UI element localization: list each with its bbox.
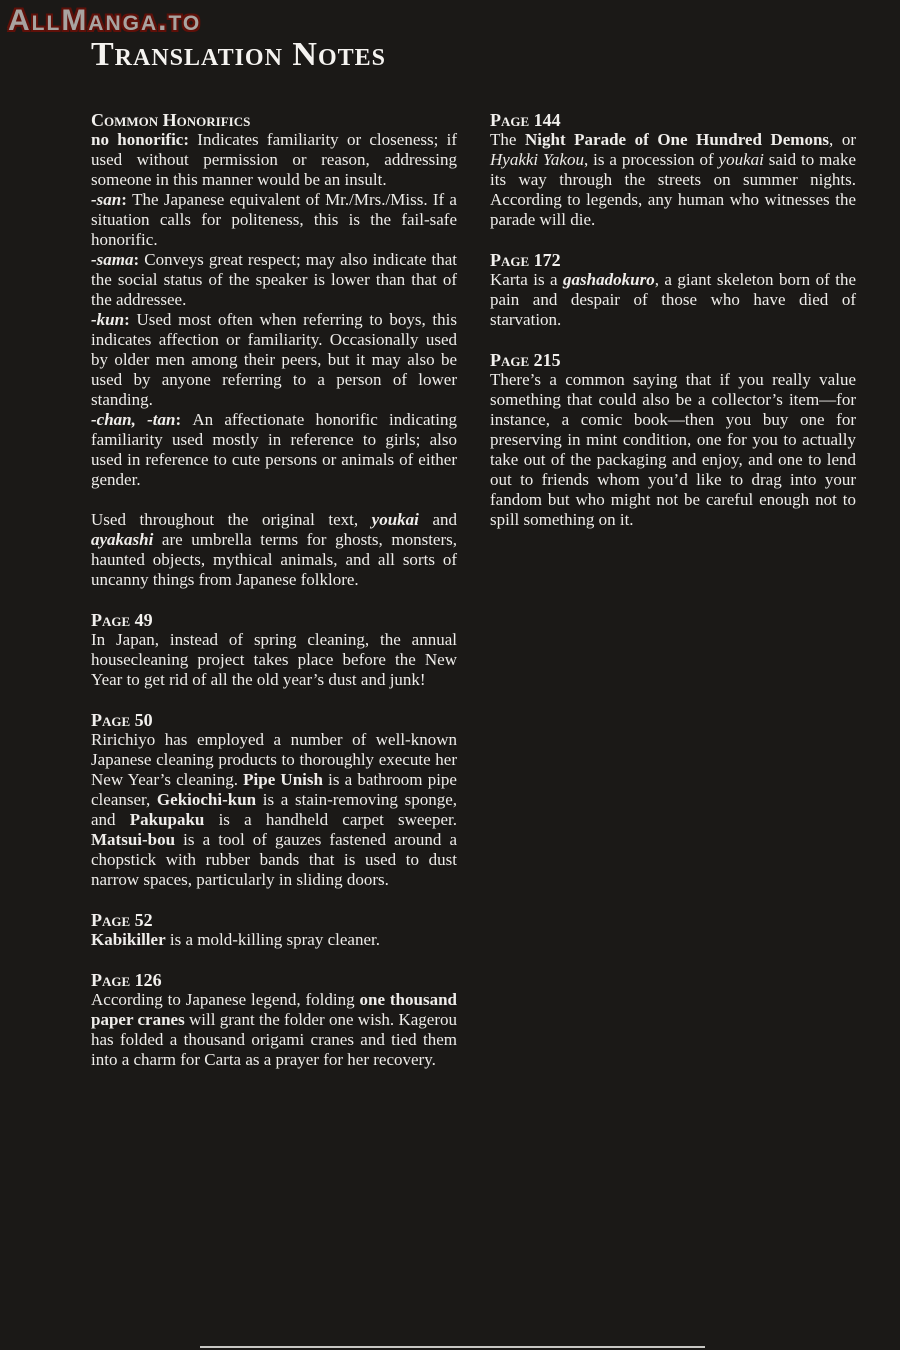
text-segment: -chan, -tan <box>91 410 176 429</box>
text-segment: one thousand paper cranes <box>91 990 457 1029</box>
note-paragraph <box>91 250 457 310</box>
note-paragraph <box>91 730 457 890</box>
section-heading: Page 172 <box>490 250 561 270</box>
section-heading: Page 144 <box>490 110 561 130</box>
site-logo-watermark: AllManga.to <box>8 4 202 37</box>
notes-section <box>91 970 457 1070</box>
text-segment: said to make its way through the streets on summer nights. According to legends, any human who witnesses the parade will die. <box>490 150 856 229</box>
text-segment: gashadokuro <box>563 270 655 289</box>
text-segment: Kabikiller <box>91 930 166 949</box>
page-title: Translation Notes <box>91 36 387 73</box>
text-segment: is a stain-removing sponge, and <box>91 790 457 829</box>
text-segment: is a mold-killing spray cleaner. <box>165 930 380 949</box>
text-segment: will grant the folder one wish. Kagerou has folded a thousand origami cranes and tied them into a charm for Carta as a prayer for her recovery. <box>91 1010 457 1069</box>
text-segment: Pipe Unish <box>243 770 323 789</box>
note-paragraph <box>91 930 457 950</box>
text-segment: The <box>490 130 525 149</box>
text-segment: , a giant skeleton born of the pain and despair of those who have died of starvation. <box>490 270 857 329</box>
section-heading: Page 52 <box>91 910 153 930</box>
text-segment: is a handheld carpet sweeper. <box>204 810 457 829</box>
text-segment: and <box>418 510 457 529</box>
text-segment: Gekiochi-kun <box>156 790 257 809</box>
notes-section <box>490 350 856 530</box>
text-segment: : <box>124 310 137 329</box>
text-segment: youkai <box>371 510 419 529</box>
text-segment: : <box>121 190 133 209</box>
text-segment: Used most often when referring to boys, this indicates affection or familiarity. Occasionally used by older men among their peers, but it may also be used by anyone referring to a person of lower standing. <box>91 310 457 409</box>
note-paragraph <box>91 190 457 250</box>
note-paragraph <box>91 130 457 190</box>
text-segment: , is a procession of <box>583 150 719 169</box>
notes-columns <box>91 110 857 1070</box>
right-column <box>490 110 856 1070</box>
note-paragraph <box>91 630 457 690</box>
left-column <box>91 110 457 1070</box>
notes-section <box>91 610 457 690</box>
notes-section <box>91 110 457 590</box>
text-segment: There’s a common saying that if you really value something that could also be a collector’s item—for instance, a comic book—then you buy one for preserving in mint condition, one for you to actually take out of the packaging and enjoy, and one to lend out to friends whom you’d like to drag into your fandom but who might not be careful enough not to spill something on it. <box>490 370 856 529</box>
text-segment: The Japanese equivalent of Mr./Mrs./Miss. If a situation calls for politeness, this is the fail-safe honorific. <box>91 190 457 249</box>
text-segment: Used throughout the original text, <box>91 510 372 529</box>
text-segment: Hyakki Yakou <box>490 150 584 169</box>
notes-section <box>490 250 856 330</box>
text-segment: Karta is a <box>490 270 564 289</box>
section-heading: Page 215 <box>490 350 561 370</box>
note-paragraph <box>91 510 457 590</box>
text-segment: , or <box>829 130 856 149</box>
text-segment: Pakupaku <box>129 810 205 829</box>
text-segment: Ririchiyo has employed a number of well-known Japanese cleaning products to thoroughly execute her New Year’s cleaning. <box>91 730 457 789</box>
text-segment: In Japan, instead of spring cleaning, the annual housecleaning project takes place before the New Year to get rid of all the old year’s dust and junk! <box>91 630 457 689</box>
note-paragraph <box>490 130 856 230</box>
text-segment: Night Parade of One Hundred Demons <box>524 130 830 149</box>
text-segment: -kun <box>91 310 125 329</box>
note-paragraph <box>91 310 457 410</box>
text-segment: youkai <box>718 150 764 169</box>
section-heading: Page 126 <box>91 970 162 990</box>
text-segment: Matsui-bou <box>91 830 176 849</box>
text-segment: are umbrella terms for ghosts, monsters, haunted objects, mythical animals, and all sorts of uncanny things from Japanese folklore. <box>91 530 457 589</box>
text-segment: An affectionate honorific indicating familiarity used mostly in reference to girls; also used in reference to cute persons or animals of either gender. <box>91 410 457 489</box>
text-segment: -san <box>91 190 122 209</box>
section-heading: Page 49 <box>91 610 153 630</box>
text-segment: ayakashi <box>91 530 154 549</box>
section-heading: Common Honorifics <box>91 110 251 130</box>
text-segment: no honorific: <box>91 130 198 149</box>
text-segment: According to Japanese legend, folding <box>91 990 360 1009</box>
text-segment: is a tool of gauzes fastened around a chopstick with rubber bands that is used to dust narrow spaces, particularly in sliding doors. <box>91 830 457 889</box>
text-segment: : <box>133 250 145 269</box>
text-segment: -sama <box>91 250 134 269</box>
text-segment: : <box>175 410 193 429</box>
page-bottom-divider <box>200 1346 705 1348</box>
notes-section <box>91 710 457 890</box>
note-paragraph <box>91 410 457 490</box>
text-segment: Conveys great respect; may also indicate that the social status of the speaker is lower than that of the addressee. <box>91 250 457 309</box>
note-paragraph <box>490 270 856 330</box>
text-segment: Indicates familiarity or closeness; if used without permission or reason, addressing someone in this manner would be an insult. <box>91 130 457 189</box>
notes-section <box>91 910 457 950</box>
note-paragraph <box>91 990 457 1070</box>
text-segment: is a bathroom pipe cleanser, <box>91 770 457 809</box>
note-paragraph <box>490 370 856 530</box>
section-heading: Page 50 <box>91 710 153 730</box>
notes-section <box>490 110 856 230</box>
